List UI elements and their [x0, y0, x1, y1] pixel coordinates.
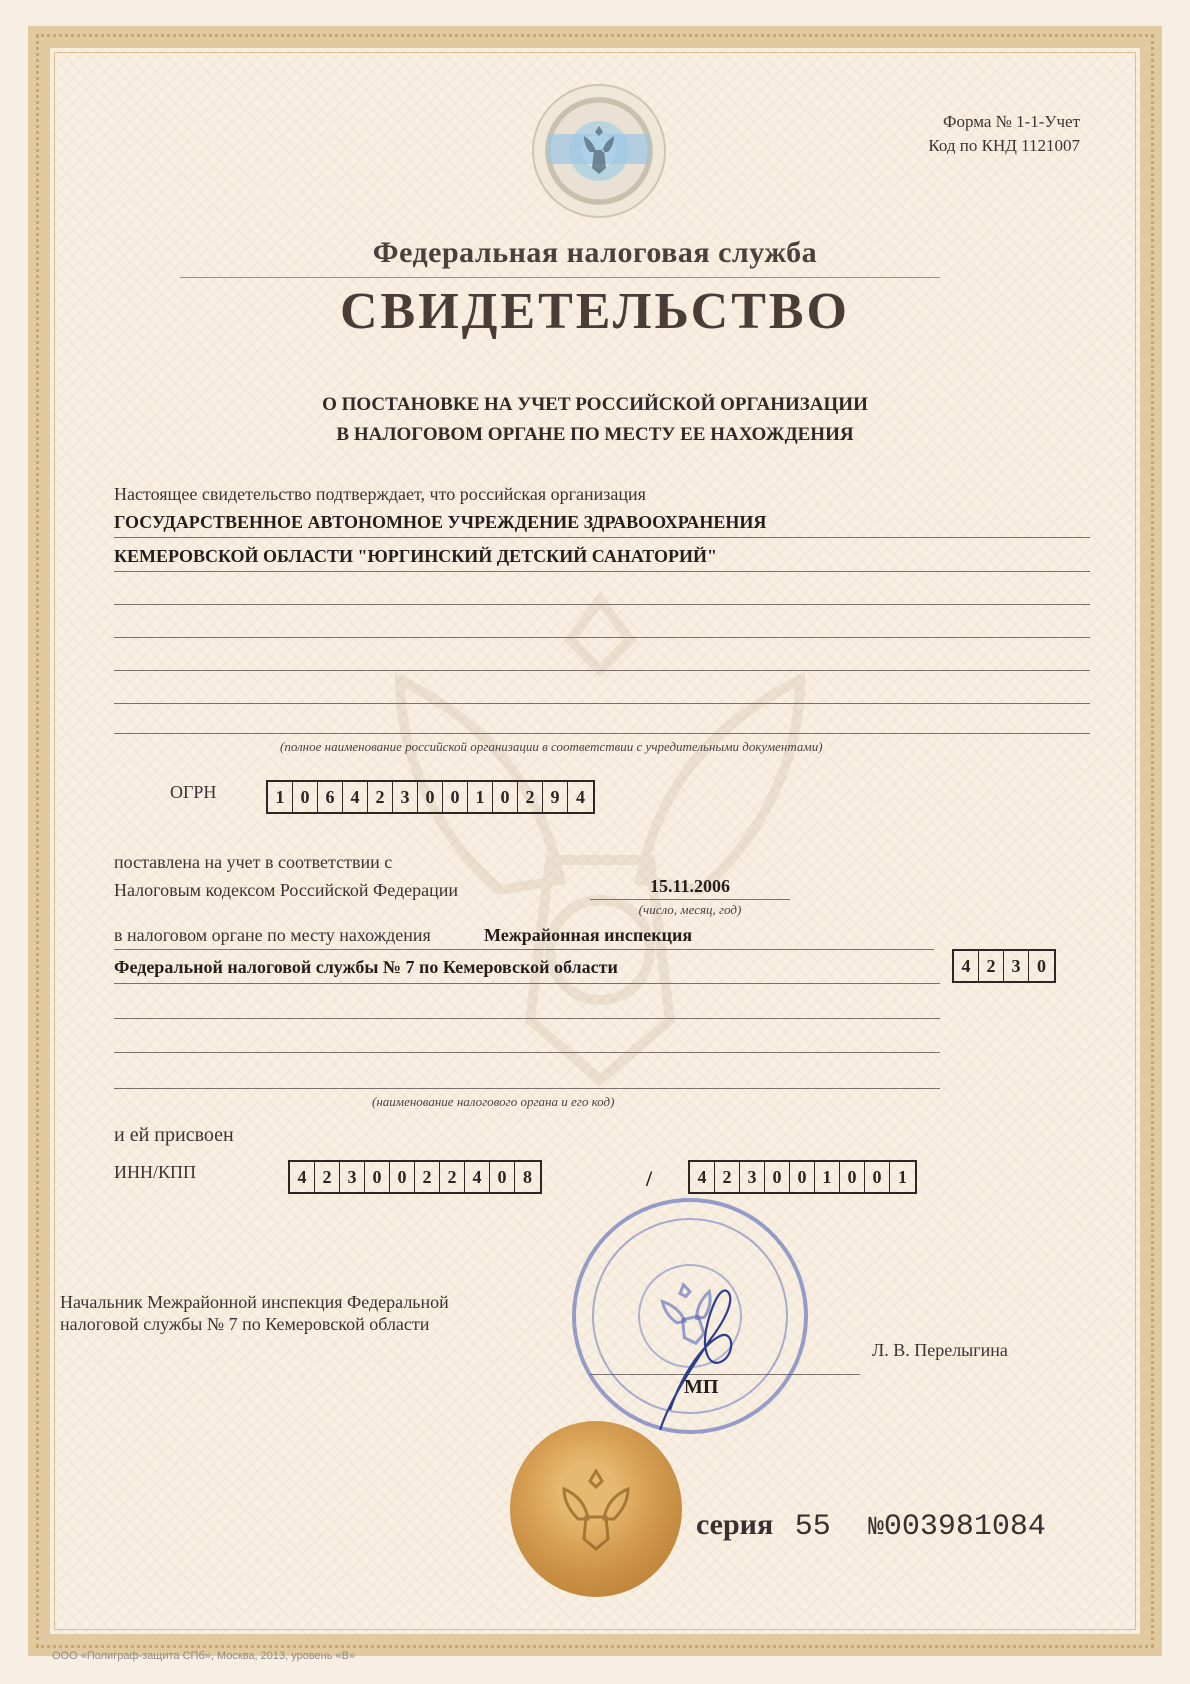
- assignment-intro: и ей присвоен: [114, 1124, 234, 1146]
- kpp-digit: 0: [790, 1162, 815, 1192]
- document-title: СВИДЕТЕЛЬСТВО: [339, 283, 851, 340]
- date-rule: [590, 899, 790, 900]
- authority-rule-5: [114, 1088, 940, 1089]
- registration-line-1: поставлена на учет в соответствии с: [114, 852, 393, 872]
- agency-name: Федеральная налоговая служба: [372, 236, 818, 269]
- ogrn-label: ОГРН: [170, 782, 217, 802]
- ogrn-digit: 0: [293, 782, 318, 812]
- inn-digit: 0: [390, 1162, 415, 1192]
- authority-code-digit: 0: [1037, 955, 1046, 976]
- name-rule-5: [114, 670, 1090, 671]
- series-value: 55: [794, 1510, 831, 1544]
- inn-digit: 4: [465, 1162, 490, 1192]
- subtitle-line-2: В НАЛОГОВОМ ОРГАНЕ ПО МЕСТУ ЕЕ НАХОЖДЕНИЯ: [336, 424, 854, 445]
- ogrn-digit: 3: [393, 782, 418, 812]
- ogrn-digit: 0: [443, 782, 468, 812]
- name-rule-4: [114, 637, 1090, 638]
- authority-rule-2: [114, 983, 940, 984]
- subtitle-line-1: О ПОСТАНОВКЕ НА УЧЕТ РОССИЙСКОЙ ОРГАНИЗАЦИИ: [322, 394, 868, 415]
- series-label: серия: [696, 1508, 774, 1541]
- inn-kpp-label: ИНН/КПП: [114, 1162, 197, 1182]
- kpp-digit: 1: [815, 1162, 840, 1192]
- kpp-digit: 3: [740, 1162, 765, 1192]
- eagle-watermark-icon: [340, 560, 860, 1120]
- inn-cells: [288, 1160, 542, 1194]
- inn-digit: 0: [365, 1162, 390, 1192]
- inn-digit: 3: [340, 1162, 365, 1192]
- form-number: Форма № 1-1-Учет: [943, 112, 1080, 131]
- authority-intro: в налоговом органе по месту нахождения: [114, 925, 431, 945]
- kpp-digit: 0: [765, 1162, 790, 1192]
- authority-line-1: Межрайонная инспекция: [484, 925, 693, 945]
- ogrn-digit: 0: [418, 782, 443, 812]
- inn-digit: 2: [415, 1162, 440, 1192]
- ogrn-cells: [266, 780, 595, 814]
- ogrn-digit: 4: [576, 786, 585, 807]
- name-rule-7: [114, 733, 1090, 734]
- authority-line-2: Федеральной налоговой службы № 7 по Кемеровской области: [114, 957, 618, 977]
- hologram-emblem: [532, 84, 666, 218]
- inn-digit: 4: [290, 1162, 315, 1192]
- confirmation-intro: Настоящее свидетельство подтверждает, что российская организация: [114, 484, 646, 504]
- ogrn-digit: 2: [518, 782, 543, 812]
- inn-digit: 2: [440, 1162, 465, 1192]
- registration-line-2: Налоговым кодексом Российской Федерации: [114, 880, 459, 900]
- document-subtitle: [0, 390, 1190, 450]
- name-rule-3: [114, 604, 1090, 605]
- signatory-position-line-2: налоговой службы № 7 по Кемеровской области: [60, 1314, 430, 1334]
- printer-imprint: ООО «Полиграф-защита СПб», Москва, 2013, уровень «В»: [52, 1650, 356, 1662]
- signatory-position-line-1: Начальник Межрайонной инспекция Федеральной: [60, 1292, 449, 1312]
- seal-eagle-icon: [556, 1465, 636, 1553]
- kpp-digit: 4: [690, 1162, 715, 1192]
- authority-code-digit: 2: [979, 951, 1004, 981]
- inn-digit: 2: [315, 1162, 340, 1192]
- authority-rule-1: [114, 949, 934, 950]
- organization-name-line-2: КЕМЕРОВСКОЙ ОБЛАСТИ "ЮРГИНСКИЙ ДЕТСКИЙ САНАТОРИЙ": [114, 546, 718, 566]
- registration-date: 15.11.2006: [649, 876, 730, 896]
- gold-seal: [510, 1421, 682, 1597]
- agency-underline: [180, 277, 940, 278]
- kpp-digit: 1: [898, 1166, 907, 1187]
- number-label: №: [868, 1512, 884, 1542]
- ogrn-digit: 2: [368, 782, 393, 812]
- inn-digit: 8: [523, 1166, 532, 1187]
- organization-name-caption: (полное наименование российской организации в соответствии с учредительными документами): [280, 739, 823, 754]
- name-rule-2: [114, 571, 1090, 572]
- inn-kpp-separator: /: [646, 1166, 653, 1191]
- kpp-digit: 0: [840, 1162, 865, 1192]
- ogrn-digit: 1: [268, 782, 293, 812]
- signatory-name: Л. В. Перелыгина: [872, 1340, 1008, 1360]
- series-number: [696, 1508, 1046, 1544]
- certificate-number: 003981084: [883, 1510, 1046, 1544]
- ogrn-digit: 9: [543, 782, 568, 812]
- ogrn-digit: 1: [468, 782, 493, 812]
- organization-name-line-1: ГОСУДАРСТВЕННОЕ АВТОНОМНОЕ УЧРЕЖДЕНИЕ ЗДРАВООХРАНЕНИЯ: [114, 512, 767, 532]
- authority-code-cells: [952, 949, 1056, 983]
- knd-code: Код по КНД 1121007: [928, 136, 1080, 155]
- name-rule-6: [114, 703, 1090, 704]
- kpp-digit: 2: [715, 1162, 740, 1192]
- ogrn-digit: 4: [343, 782, 368, 812]
- authority-caption: (наименование налогового органа и его код): [372, 1094, 615, 1109]
- form-info: [928, 110, 1080, 158]
- ogrn-digit: 6: [318, 782, 343, 812]
- name-rule-1: [114, 537, 1090, 538]
- mp-mark: МП: [684, 1376, 719, 1398]
- handwritten-signature: [640, 1280, 760, 1440]
- authority-code-digit: 3: [1004, 951, 1029, 981]
- authority-code-digit: 4: [954, 951, 979, 981]
- kpp-cells: [688, 1160, 917, 1194]
- kpp-digit: 0: [865, 1162, 890, 1192]
- authority-rule-4: [114, 1052, 940, 1053]
- eagle-icon: [576, 122, 622, 178]
- ogrn-digit: 0: [493, 782, 518, 812]
- authority-rule-3: [114, 1018, 940, 1019]
- date-caption: (число, месяц, год): [638, 902, 742, 917]
- inn-digit: 0: [490, 1162, 515, 1192]
